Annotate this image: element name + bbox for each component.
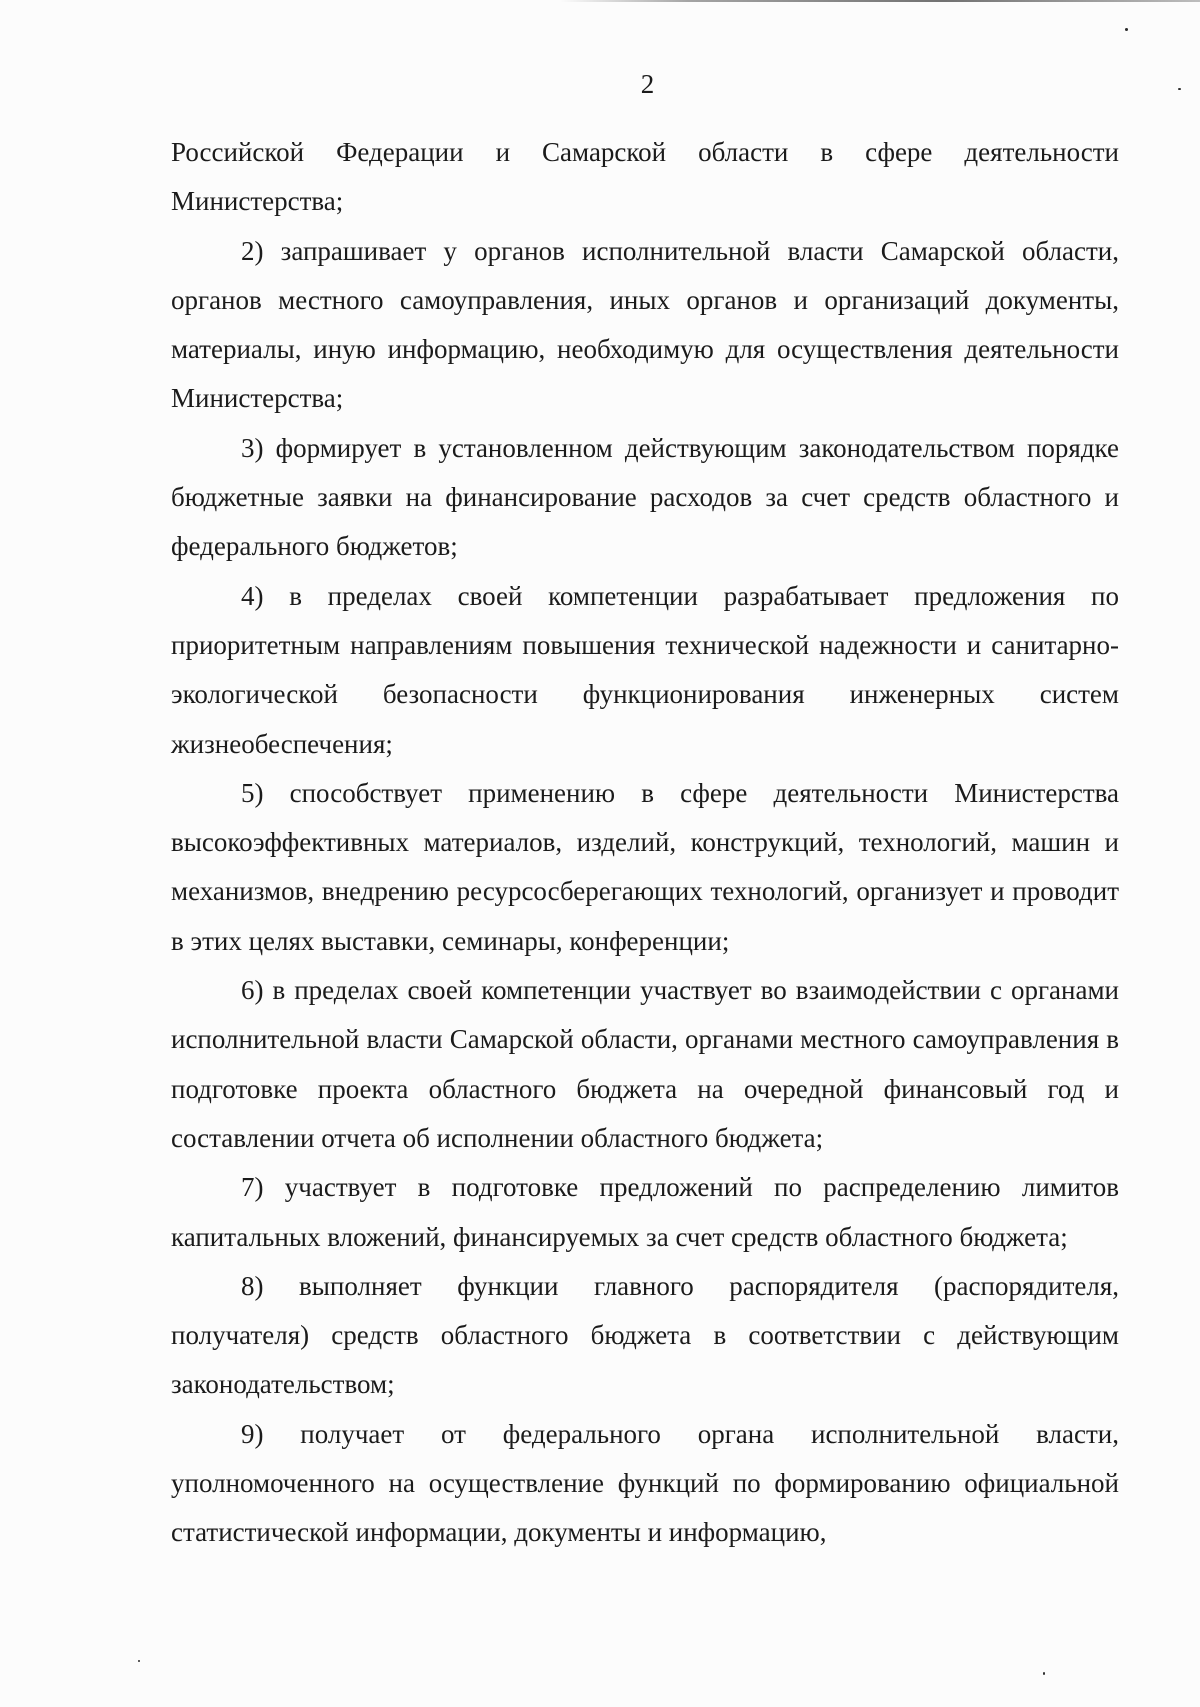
paragraph-item-6: 6) в пределах своей компетенции участвует во взаимодействии с органами исполнительной власти Самарской области, органами местного самоуправления в подготовке проекта областного бюджета на очередной финансовый год и составлении отчета об исполнении областного бюджета;: [171, 975, 1119, 1153]
document-body: [171, 128, 1119, 1558]
scan-speck: [138, 1660, 140, 1662]
scan-speck: [1178, 88, 1181, 90]
paragraph-item-5: 5) способствует применению в сфере деятельности Министерства высокоэффективных материалов, изделий, конструкций, технологий, машин и механизмов, внедрению ресурсосберегающих технологий, организует и проводит в этих целях выставки, семинары, конференции;: [171, 777, 1119, 956]
paragraph-item-2: 2) запрашивает у органов исполнительной власти Самарской области, органов местного самоуправления, иных органов и организаций документы, материалы, иную информацию, необходимую для осуществления деятельности Министерства;: [171, 235, 1119, 414]
paragraph-item-7: 7) участвует в подготовке предложений по распределению лимитов капитальных вложений, финансируемых за счет средств областного бюджета;: [171, 1172, 1119, 1252]
paragraph-item-8: 8) выполняет функции главного распорядителя (распорядителя, получателя) средств областного бюджета в соответствии с действующим законодательством;: [171, 1270, 1119, 1400]
scan-speck: [1043, 1672, 1045, 1675]
paragraph-item-3: 3) формирует в установленном действующим законодательством порядке бюджетные заявки на финансирование расходов за счет средств областного и федерального бюджетов;: [171, 432, 1119, 562]
paragraph-item-4: 4) в пределах своей компетенции разрабатывает предложения по приоритетным направлениям повышения технической надежности и санитарно-экологической безопасности функционирования инженерных систем жизнеобеспечения;: [171, 580, 1119, 759]
paragraph-continuation: Российской Федерации и Самарской области в сфере деятельности Министерства;: [171, 137, 1119, 217]
paragraph-item-9: 9) получает от федерального органа исполнительной власти, уполномоченного на осуществление функций по формированию официальной статистической информации, документы и информацию,: [171, 1418, 1119, 1548]
scan-speck: [1125, 28, 1128, 31]
page-number: 2: [640, 69, 655, 99]
scan-edge-line: [560, 0, 1200, 2]
